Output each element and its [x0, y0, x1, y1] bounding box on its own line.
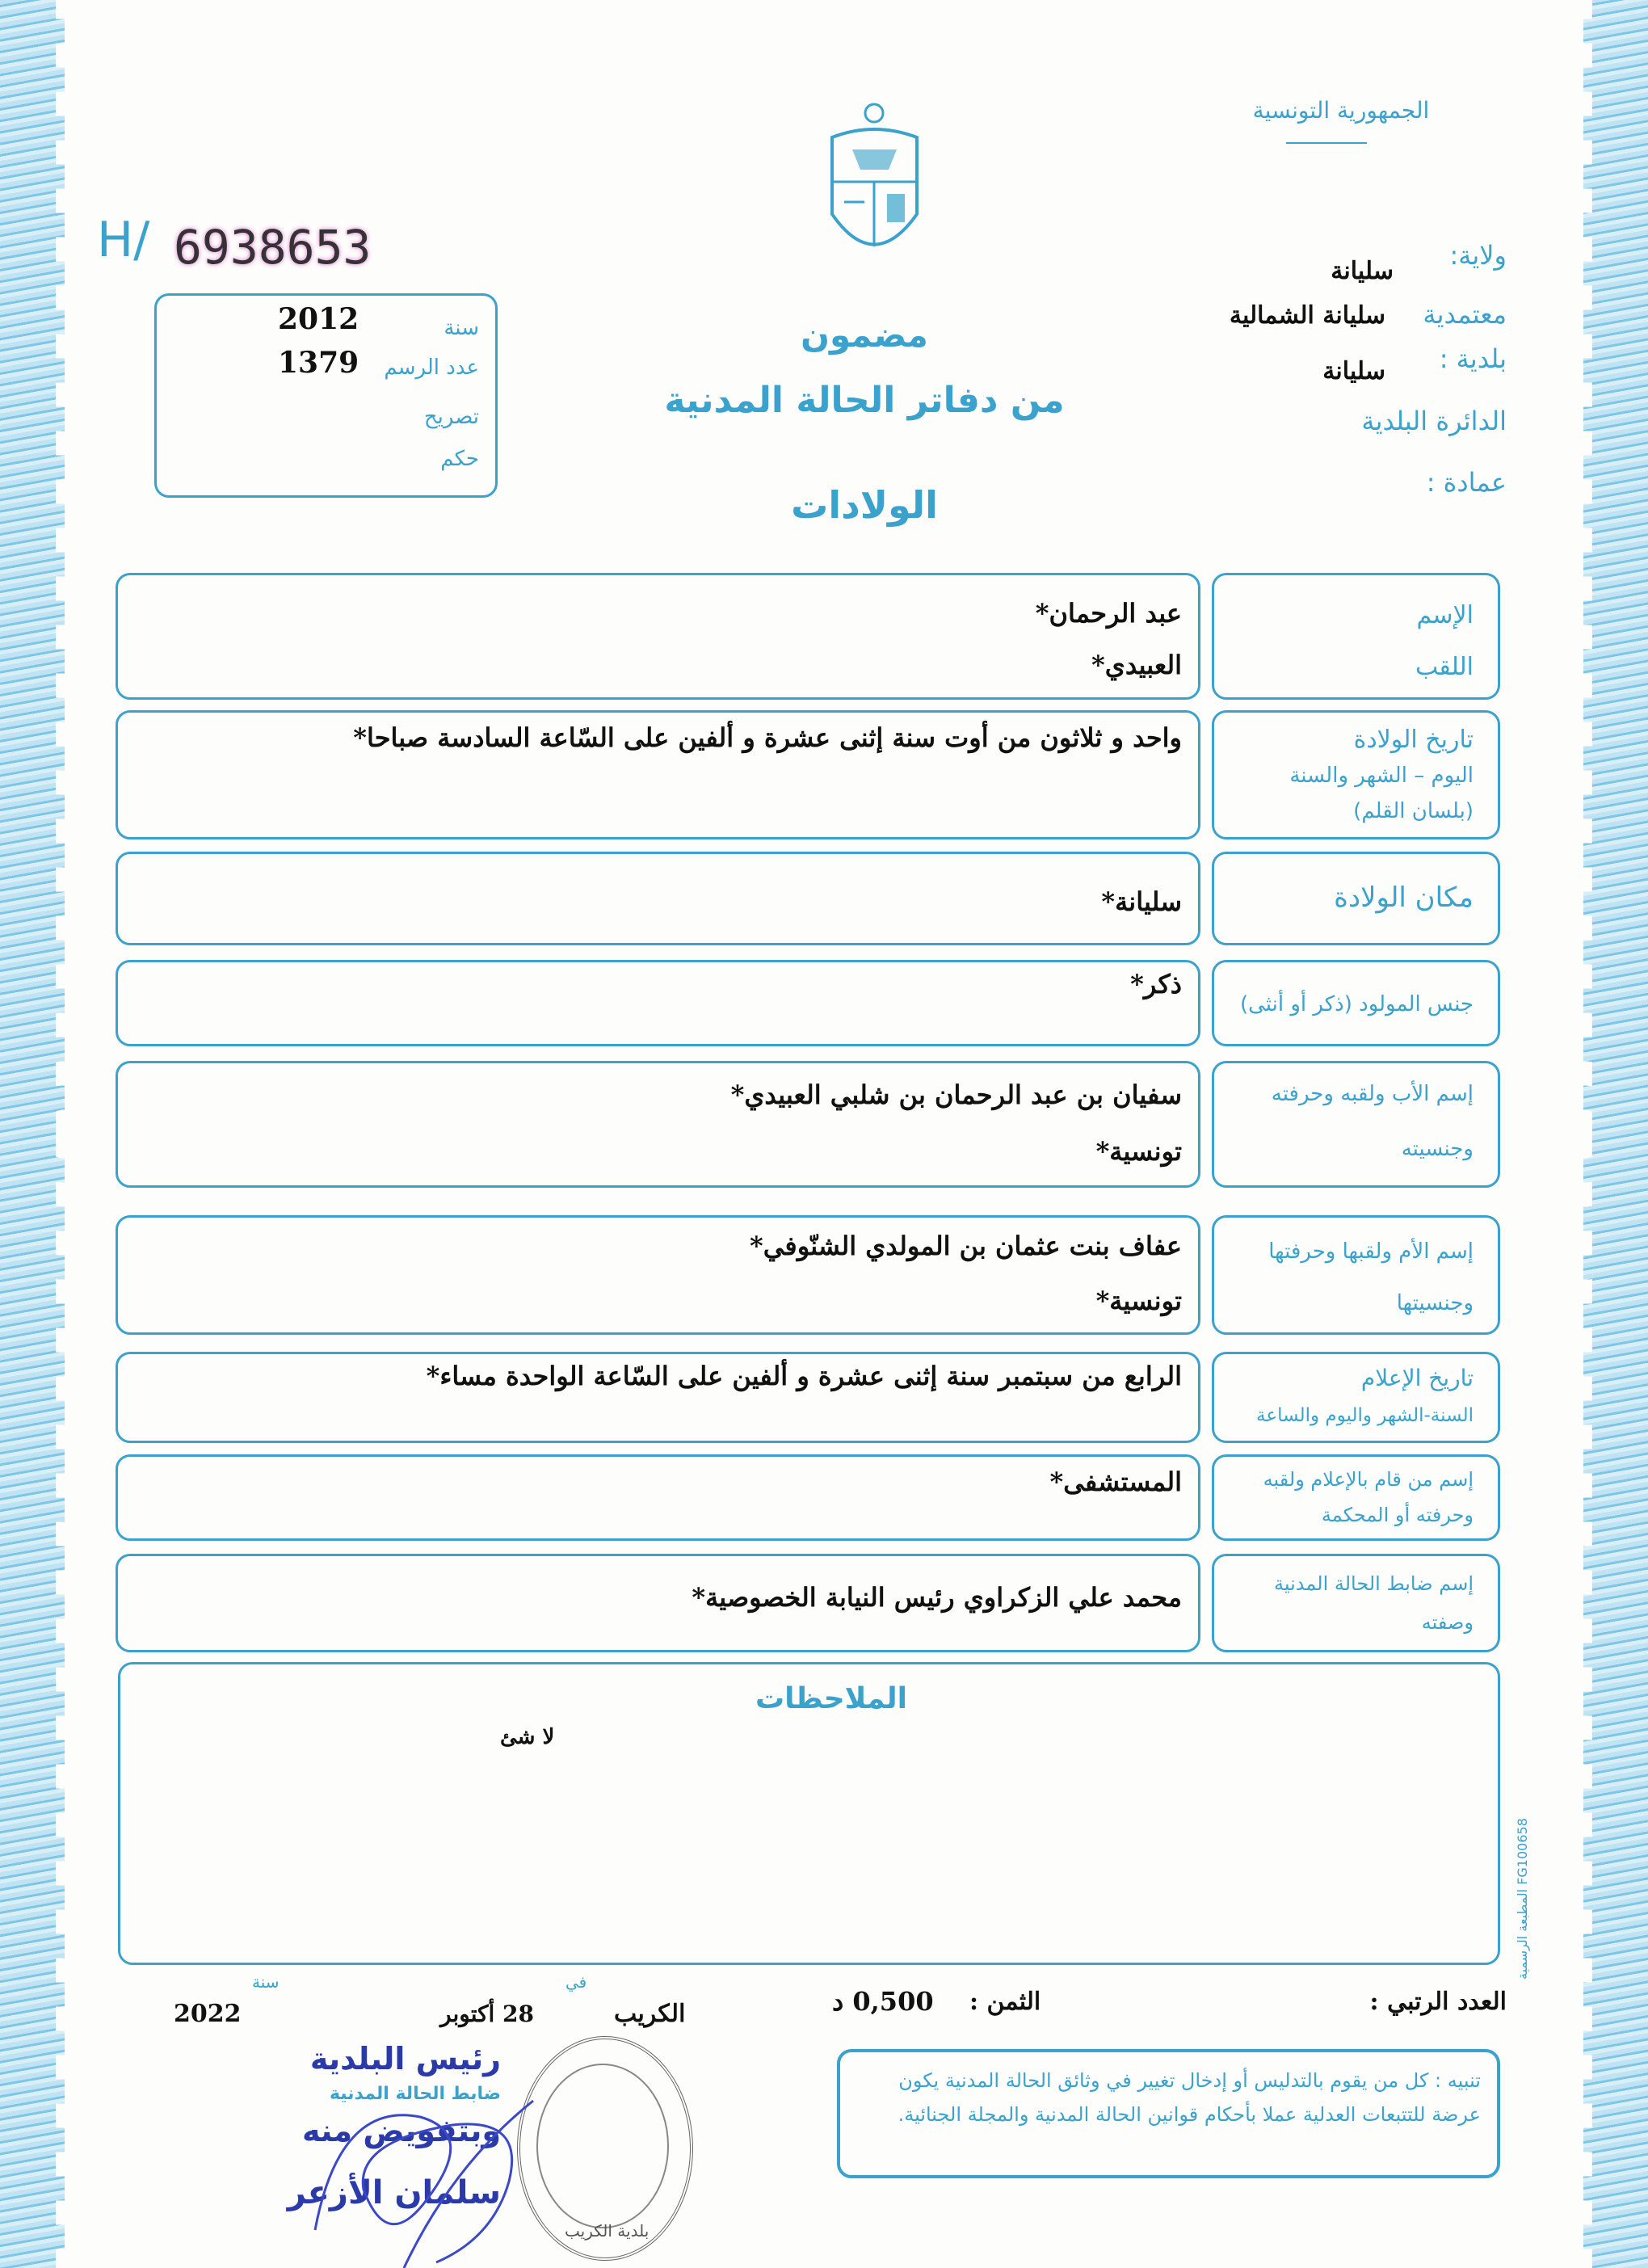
mother-nationality-label: وجنسيتها [1396, 1291, 1474, 1315]
sex-label: جنس المولود (ذكر أو أنثى) [1239, 992, 1474, 1016]
municipality-value: سليانة [1322, 357, 1385, 385]
declaration-date-label: تاريخ الإعلام [1360, 1365, 1474, 1391]
divider [1286, 142, 1367, 144]
mother-name-value: عفاف بنت عثمان بن المولدي الشنّوفي* [750, 1231, 1182, 1261]
decorative-border-left [0, 0, 65, 2268]
price-label: الثمن : [969, 1988, 1041, 2016]
municipality-label: بلدية : [1439, 343, 1507, 374]
serial-number: 6938653 [174, 220, 372, 275]
decorative-border-right [1583, 0, 1648, 2268]
title-line2: من دفاتر الحالة المدنية [664, 380, 1065, 421]
section-title: الولادات [791, 483, 938, 527]
imada-label: عمادة : [1426, 467, 1507, 498]
birth-date-value: واحد و ثلاثون من أوت سنة إثنى عشرة و ألفين على السّاعة السادسة صباحا* [353, 722, 1182, 753]
seal-text: بلدية الكريب [565, 2221, 650, 2241]
warning-text: تنبيه : كل من يقوم بالتدليس أو إدخال تغيير في وثائق الحالة المدنية يكون عرضة للتتبعات العدلية عملا بأحكام قوانين الحالة المدنية والمجلة الجنائية. [898, 2069, 1481, 2126]
birth-date-sublabel: اليوم – الشهر والسنة [1289, 764, 1474, 788]
father-name-value: سفيان بن عبد الرحمان بن شلبي العبيدي* [730, 1079, 1182, 1110]
declarant-value: المستشفى* [1049, 1466, 1182, 1497]
declaration-date-sublabel: السنة-الشهر واليوم والساعة [1256, 1405, 1474, 1426]
title-line1: مضمون [801, 315, 928, 355]
first-name-value: عبد الرحمان* [1035, 598, 1182, 629]
district-label: الدائرة البلدية [1361, 406, 1507, 436]
register-year-value: 2012 [278, 302, 359, 336]
notes-title: الملاحظات [755, 1682, 908, 1715]
delegation-value: سليانة الشمالية [1229, 301, 1385, 330]
register-number-value: 1379 [278, 346, 359, 380]
first-name-label: الإسم [1416, 601, 1474, 629]
register-box [154, 293, 498, 498]
stamp-line-3: وبتفويض منه [302, 2113, 501, 2148]
coat-of-arms-icon [816, 101, 933, 267]
declarant-sublabel: وحرفته أو المحكمة [1321, 1504, 1474, 1526]
serial-number-label: العدد الرتبي : [1369, 1988, 1507, 2016]
price-value: 0,500 د [832, 1986, 934, 2017]
birth-place-value: سليانة* [1101, 886, 1182, 917]
in-label: في [565, 1972, 587, 1992]
mother-nationality-value: تونسية* [1095, 1285, 1182, 1316]
signature-icon [267, 2068, 606, 2268]
father-nationality-label: وجنسيته [1401, 1137, 1474, 1161]
wilaya-label: ولاية: [1449, 240, 1507, 271]
notes-value: لا شئ [500, 1725, 555, 1749]
printer-mark: المطبعة الرسمية FG100658 [1515, 1818, 1530, 1980]
birth-place-label: مكان الولادة [1334, 882, 1474, 914]
delegation-label: معتمدية [1423, 299, 1507, 330]
officer-label: إسم ضابط الحالة المدنية [1274, 1572, 1474, 1595]
serial-prefix: H/ [97, 212, 150, 268]
notes-box [118, 1662, 1500, 1965]
stamp-line-2: ضابط الحالة المدنية [329, 2084, 501, 2104]
wilaya-value: سليانة [1331, 257, 1394, 285]
stamp-line-4: سلمان الأزعر [287, 2174, 501, 2211]
republic-title: الجمهورية التونسية [1252, 97, 1430, 124]
officer-sublabel: وصفته [1421, 1611, 1474, 1634]
issue-date: 28 أكتوبر [440, 2001, 534, 2027]
register-year-label: سنة [444, 316, 479, 340]
register-number-label: عدد الرسم [384, 356, 479, 380]
father-nationality-value: تونسية* [1095, 1136, 1182, 1167]
stamp-line-1: رئيس البلدية [309, 2041, 501, 2077]
father-label: إسم الأب ولقبه وحرفته [1271, 1082, 1474, 1106]
declaration-label: تصريح [423, 405, 479, 429]
issue-year: 2022 [174, 2000, 242, 2028]
birth-date-note: (بلسان القلم) [1353, 799, 1474, 823]
warning-box [837, 2049, 1500, 2178]
declarant-label: إسم من قام بالإعلام ولقبه [1263, 1468, 1474, 1491]
declaration-date-value: الرابع من سبتمبر سنة إثنى عشرة و ألفين على السّاعة الواحدة مساء* [426, 1361, 1182, 1391]
birth-date-label: تاريخ الولادة [1353, 726, 1474, 754]
issue-place: الكريب [614, 2000, 686, 2028]
year-label: سنة [252, 1972, 280, 1992]
judgment-label: حكم [440, 447, 479, 471]
last-name-value: العبيدي* [1091, 650, 1182, 680]
officer-value: محمد علي الزكراوي رئيس النيابة الخصوصية* [692, 1582, 1182, 1613]
last-name-label: اللقب [1415, 653, 1474, 681]
mother-label: إسم الأم ولقبها وحرفتها [1268, 1239, 1474, 1264]
sex-value: ذكر* [1130, 969, 1182, 999]
